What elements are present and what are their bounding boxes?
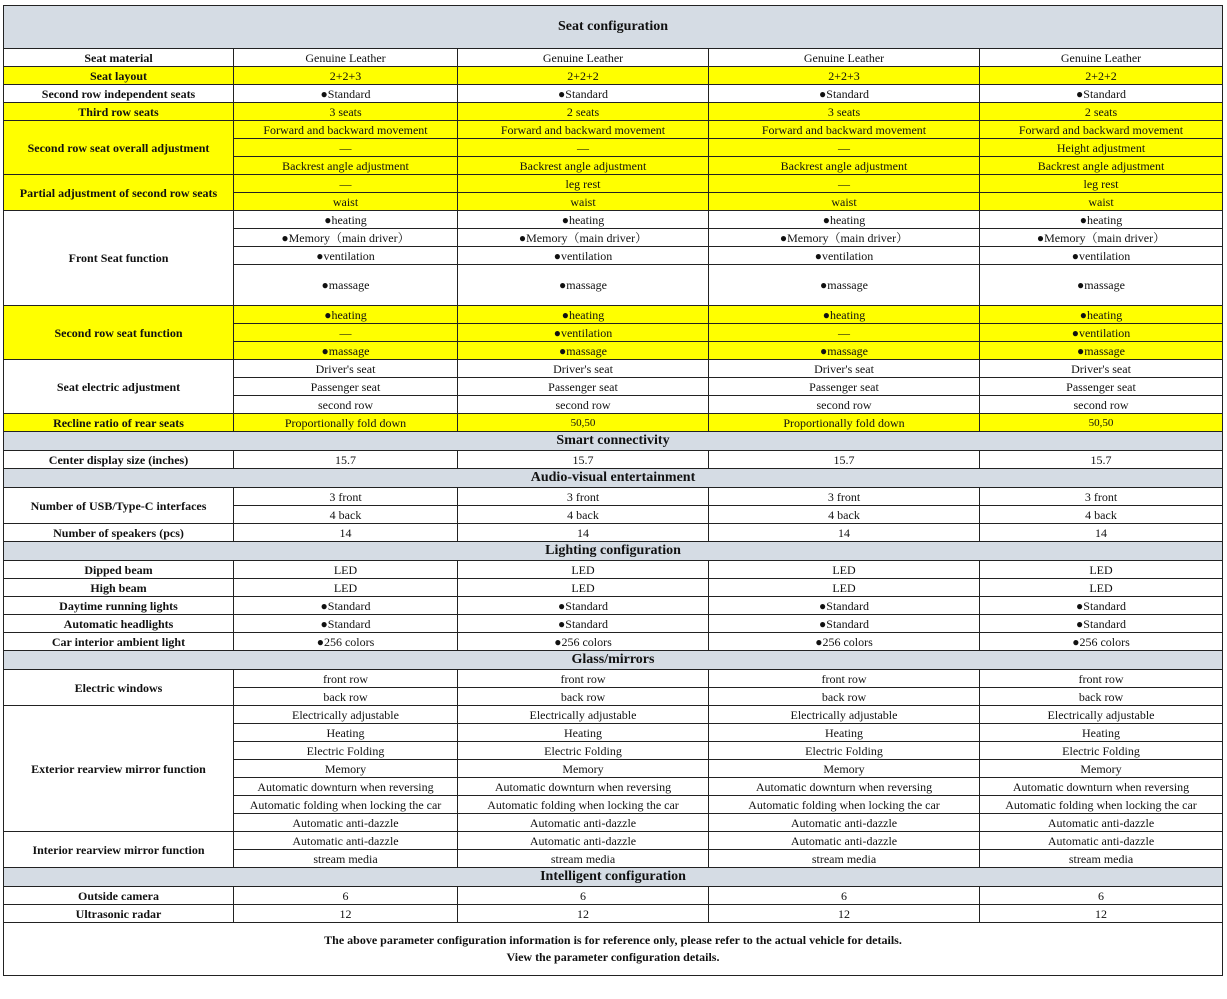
section-seat-configuration	[4, 6, 1223, 49]
cell: 4 back	[458, 506, 709, 524]
cell: Passenger seat	[234, 378, 458, 396]
row-high-beam	[4, 579, 1223, 597]
cell: back row	[234, 688, 458, 706]
row-label: Front Seat function	[4, 211, 234, 306]
cell: Heating	[458, 724, 709, 742]
cell: 6	[980, 887, 1223, 905]
cell: ●ventilation	[458, 324, 709, 342]
cell: 2 seats	[458, 103, 709, 121]
cell: second row	[709, 396, 980, 414]
cell: ●Standard	[234, 615, 458, 633]
cell: ●Standard	[234, 85, 458, 103]
cell: 12	[980, 905, 1223, 923]
cell: Automatic anti-dazzle	[458, 814, 709, 832]
cell: Driver's seat	[980, 360, 1223, 378]
cell: LED	[980, 561, 1223, 579]
cell: 2+2+2	[458, 67, 709, 85]
cell: Electric Folding	[234, 742, 458, 760]
row-label: Interior rearview mirror function	[4, 832, 234, 868]
row-second-row-function	[4, 306, 1223, 324]
cell: Electrically adjustable	[980, 706, 1223, 724]
cell: back row	[458, 688, 709, 706]
section-intelligent	[4, 868, 1223, 887]
cell: second row	[234, 396, 458, 414]
cell: Automatic anti-dazzle	[709, 832, 980, 850]
cell: ●Standard	[458, 615, 709, 633]
cell: waist	[709, 193, 980, 211]
cell: waist	[458, 193, 709, 211]
cell: 4 back	[709, 506, 980, 524]
cell: Electrically adjustable	[234, 706, 458, 724]
cell: LED	[980, 579, 1223, 597]
cell: Automatic anti-dazzle	[709, 814, 980, 832]
cell: 6	[709, 887, 980, 905]
cell: Forward and backward movement	[709, 121, 980, 139]
cell: leg rest	[980, 175, 1223, 193]
cell: second row	[458, 396, 709, 414]
cell: Forward and backward movement	[234, 121, 458, 139]
cell: Electric Folding	[980, 742, 1223, 760]
cell: Backrest angle adjustment	[458, 157, 709, 175]
row-ultrasonic-radar	[4, 905, 1223, 923]
cell: Height adjustment	[980, 139, 1223, 157]
cell: ●heating	[458, 306, 709, 324]
cell: Automatic folding when locking the car	[458, 796, 709, 814]
cell: Backrest angle adjustment	[234, 157, 458, 175]
cell: Driver's seat	[458, 360, 709, 378]
row-exterior-mirror	[4, 706, 1223, 724]
cell: Automatic downturn when reversing	[234, 778, 458, 796]
cell: ●256 colors	[234, 633, 458, 651]
cell: ●256 colors	[709, 633, 980, 651]
cell: stream media	[234, 850, 458, 868]
cell: ●massage	[709, 265, 980, 306]
cell: 12	[458, 905, 709, 923]
row-label: Seat material	[4, 49, 234, 67]
cell: 2 seats	[980, 103, 1223, 121]
row-ambient-light	[4, 633, 1223, 651]
cell: Automatic downturn when reversing	[980, 778, 1223, 796]
cell: ●massage	[458, 342, 709, 360]
cell: front row	[458, 670, 709, 688]
cell: 4 back	[980, 506, 1223, 524]
cell: ●Standard	[980, 615, 1223, 633]
cell: 3 seats	[709, 103, 980, 121]
cell: ●256 colors	[980, 633, 1223, 651]
row-drl	[4, 597, 1223, 615]
cell: Genuine Leather	[709, 49, 980, 67]
cell: LED	[234, 579, 458, 597]
cell: 2+2+3	[234, 67, 458, 85]
cell: ●heating	[458, 211, 709, 229]
row-usb	[4, 488, 1223, 506]
section-glass-mirrors	[4, 651, 1223, 670]
section-title: Intelligent configuration	[4, 868, 1223, 887]
cell: front row	[709, 670, 980, 688]
cell: 2+2+3	[709, 67, 980, 85]
cell: ●Standard	[709, 615, 980, 633]
cell: 14	[234, 524, 458, 542]
cell: Heating	[709, 724, 980, 742]
cell: —	[234, 324, 458, 342]
cell: ●Standard	[980, 85, 1223, 103]
row-label: Exterior rearview mirror function	[4, 706, 234, 832]
cell: Automatic folding when locking the car	[709, 796, 980, 814]
cell: Electric Folding	[709, 742, 980, 760]
row-second-row-independent	[4, 85, 1223, 103]
cell: 15.7	[709, 451, 980, 469]
cell: Forward and backward movement	[458, 121, 709, 139]
cell: ●heating	[980, 211, 1223, 229]
cell: ●Memory（main driver）	[709, 229, 980, 247]
cell: 50,50	[458, 414, 709, 432]
cell: —	[234, 175, 458, 193]
cell: 3 front	[234, 488, 458, 506]
cell: waist	[234, 193, 458, 211]
cell: ●heating	[709, 211, 980, 229]
cell: Memory	[709, 760, 980, 778]
cell: Automatic downturn when reversing	[709, 778, 980, 796]
section-smart-connectivity	[4, 432, 1223, 451]
cell: 50,50	[980, 414, 1223, 432]
cell: ●massage	[234, 342, 458, 360]
row-label: Seat layout	[4, 67, 234, 85]
section-title: Audio-visual entertainment	[4, 469, 1223, 488]
cell: ●Standard	[980, 597, 1223, 615]
section-title: Smart connectivity	[4, 432, 1223, 451]
cell: ●massage	[980, 342, 1223, 360]
cell: ●massage	[458, 265, 709, 306]
row-label: Partial adjustment of second row seats	[4, 175, 234, 211]
cell: ●massage	[980, 265, 1223, 306]
cell: ●Memory（main driver）	[980, 229, 1223, 247]
cell: Automatic anti-dazzle	[234, 832, 458, 850]
row-label: Number of speakers (pcs)	[4, 524, 234, 542]
cell: Electrically adjustable	[709, 706, 980, 724]
cell: Driver's seat	[709, 360, 980, 378]
cell: ●256 colors	[458, 633, 709, 651]
cell: 12	[234, 905, 458, 923]
cell: —	[709, 175, 980, 193]
cell: ●ventilation	[980, 247, 1223, 265]
cell: ●ventilation	[709, 247, 980, 265]
cell: —	[709, 324, 980, 342]
row-second-row-overall	[4, 121, 1223, 139]
cell: Genuine Leather	[458, 49, 709, 67]
cell: back row	[980, 688, 1223, 706]
cell: —	[458, 139, 709, 157]
cell: 2+2+2	[980, 67, 1223, 85]
cell: 15.7	[234, 451, 458, 469]
row-label: Second row seat function	[4, 306, 234, 360]
cell: ●Standard	[458, 85, 709, 103]
cell: ●heating	[709, 306, 980, 324]
cell: stream media	[980, 850, 1223, 868]
cell: Automatic downturn when reversing	[458, 778, 709, 796]
cell: 3 seats	[234, 103, 458, 121]
cell: Automatic anti-dazzle	[980, 814, 1223, 832]
cell: ●heating	[234, 306, 458, 324]
section-audio-visual	[4, 469, 1223, 488]
cell: Automatic folding when locking the car	[234, 796, 458, 814]
row-label: Ultrasonic radar	[4, 905, 234, 923]
row-speakers	[4, 524, 1223, 542]
row-outside-camera	[4, 887, 1223, 905]
cell: ●Standard	[458, 597, 709, 615]
cell: Genuine Leather	[980, 49, 1223, 67]
cell: ●Memory（main driver）	[234, 229, 458, 247]
spec-table	[3, 5, 1223, 976]
cell: Proportionally fold down	[709, 414, 980, 432]
cell: LED	[458, 579, 709, 597]
row-label: High beam	[4, 579, 234, 597]
section-title: Seat configuration	[4, 6, 1223, 49]
cell: Electrically adjustable	[458, 706, 709, 724]
row-label: Car interior ambient light	[4, 633, 234, 651]
row-label: Third row seats	[4, 103, 234, 121]
cell: 14	[458, 524, 709, 542]
cell: Driver's seat	[234, 360, 458, 378]
cell: ●heating	[980, 306, 1223, 324]
row-electric-windows	[4, 670, 1223, 688]
footer-row	[4, 923, 1223, 976]
cell: Automatic anti-dazzle	[234, 814, 458, 832]
cell: —	[709, 139, 980, 157]
cell: ●massage	[234, 265, 458, 306]
cell: Forward and backward movement	[980, 121, 1223, 139]
cell: Automatic anti-dazzle	[980, 832, 1223, 850]
cell: Electric Folding	[458, 742, 709, 760]
row-label: Second row seat overall adjustment	[4, 121, 234, 175]
cell: ●Standard	[709, 85, 980, 103]
cell: second row	[980, 396, 1223, 414]
cell: back row	[709, 688, 980, 706]
row-dipped-beam	[4, 561, 1223, 579]
cell: LED	[709, 561, 980, 579]
cell: front row	[234, 670, 458, 688]
cell: front row	[980, 670, 1223, 688]
row-label: Automatic headlights	[4, 615, 234, 633]
row-label: Seat electric adjustment	[4, 360, 234, 414]
cell: Passenger seat	[709, 378, 980, 396]
cell: LED	[458, 561, 709, 579]
cell: Passenger seat	[980, 378, 1223, 396]
cell: Automatic folding when locking the car	[980, 796, 1223, 814]
cell: ●Standard	[709, 597, 980, 615]
cell: ●ventilation	[234, 247, 458, 265]
row-seat-layout	[4, 67, 1223, 85]
cell: Memory	[234, 760, 458, 778]
cell: ●heating	[234, 211, 458, 229]
row-auto-headlights	[4, 615, 1223, 633]
cell: ●ventilation	[458, 247, 709, 265]
cell: LED	[709, 579, 980, 597]
cell: 3 front	[980, 488, 1223, 506]
cell: 12	[709, 905, 980, 923]
cell: 6	[234, 887, 458, 905]
cell: ●ventilation	[980, 324, 1223, 342]
row-partial-second-row	[4, 175, 1223, 193]
section-title: Glass/mirrors	[4, 651, 1223, 670]
row-label: Electric windows	[4, 670, 234, 706]
footer-line-2: View the parameter configuration details.	[506, 950, 720, 964]
row-center-display	[4, 451, 1223, 469]
row-front-seat-function	[4, 211, 1223, 229]
row-label: Daytime running lights	[4, 597, 234, 615]
cell: Backrest angle adjustment	[709, 157, 980, 175]
cell: 15.7	[458, 451, 709, 469]
cell: ●massage	[709, 342, 980, 360]
cell: Backrest angle adjustment	[980, 157, 1223, 175]
row-label: Second row independent seats	[4, 85, 234, 103]
row-label: Number of USB/Type-C interfaces	[4, 488, 234, 524]
row-interior-mirror	[4, 832, 1223, 850]
cell: ●Memory（main driver）	[458, 229, 709, 247]
cell: ●Standard	[234, 597, 458, 615]
cell: 14	[980, 524, 1223, 542]
row-label: Recline ratio of rear seats	[4, 414, 234, 432]
cell: Heating	[980, 724, 1223, 742]
section-lighting	[4, 542, 1223, 561]
row-recline-ratio	[4, 414, 1223, 432]
cell: 3 front	[458, 488, 709, 506]
cell: Proportionally fold down	[234, 414, 458, 432]
row-third-row	[4, 103, 1223, 121]
cell: LED	[234, 561, 458, 579]
row-label: Dipped beam	[4, 561, 234, 579]
row-label: Outside camera	[4, 887, 234, 905]
row-label: Center display size (inches)	[4, 451, 234, 469]
cell: —	[234, 139, 458, 157]
cell: waist	[980, 193, 1223, 211]
cell: Passenger seat	[458, 378, 709, 396]
cell: Genuine Leather	[234, 49, 458, 67]
footer-line-1: The above parameter configuration information is for reference only, please refer to the actual vehicle for details.	[324, 933, 902, 947]
cell: stream media	[458, 850, 709, 868]
cell: Automatic anti-dazzle	[458, 832, 709, 850]
cell: 4 back	[234, 506, 458, 524]
cell: leg rest	[458, 175, 709, 193]
row-seat-electric	[4, 360, 1223, 378]
cell: 14	[709, 524, 980, 542]
cell: 6	[458, 887, 709, 905]
footer-note	[4, 923, 1223, 976]
cell: Memory	[980, 760, 1223, 778]
cell: 15.7	[980, 451, 1223, 469]
row-seat-material	[4, 49, 1223, 67]
cell: Memory	[458, 760, 709, 778]
cell: Heating	[234, 724, 458, 742]
section-title: Lighting configuration	[4, 542, 1223, 561]
cell: stream media	[709, 850, 980, 868]
cell: 3 front	[709, 488, 980, 506]
